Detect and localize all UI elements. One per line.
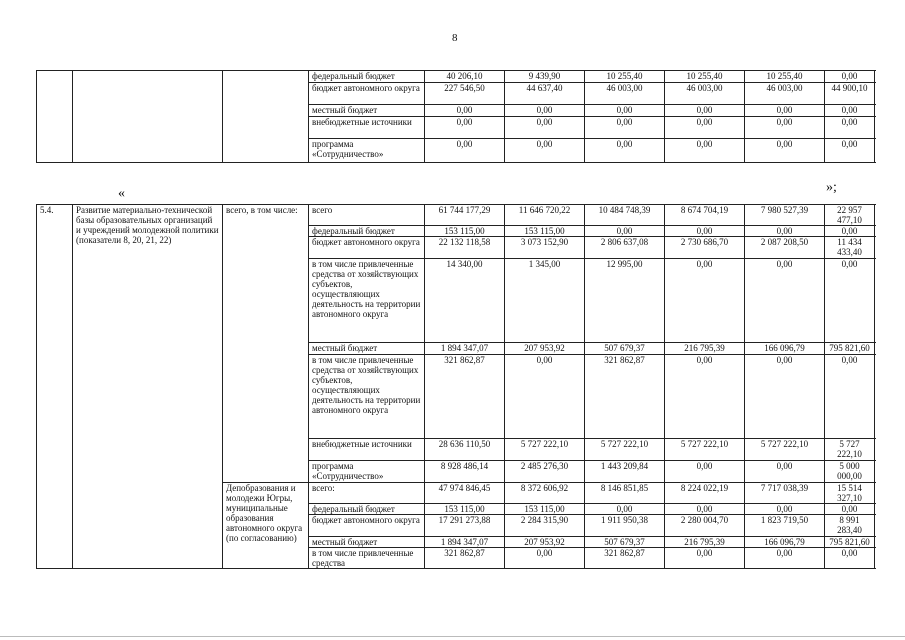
amount-cell: 1 894 347,07 bbox=[425, 343, 505, 355]
amount-cell: 0,00 bbox=[745, 226, 825, 237]
item-number-cell: 5.4. bbox=[37, 205, 73, 569]
amount-cell: 207 953,92 bbox=[505, 343, 585, 355]
source-label-cell: внебюджетные источники bbox=[309, 439, 425, 461]
amount-cell: 0,00 bbox=[505, 355, 585, 439]
amount-cell: 0,00 bbox=[745, 259, 825, 343]
amount-cell: 0,00 bbox=[745, 355, 825, 439]
source-label-cell: федеральный бюджет bbox=[309, 226, 425, 237]
amount-cell: 0,00 bbox=[745, 548, 825, 569]
table-row bbox=[37, 71, 875, 83]
amount-cell: 10 255,40 bbox=[585, 71, 665, 83]
amount-cell: 1 894 347,07 bbox=[425, 537, 505, 548]
amount-cell: 0,00 bbox=[665, 461, 745, 483]
amount-cell: 0,00 bbox=[745, 504, 825, 515]
amount-cell: 46 003,00 bbox=[745, 83, 825, 105]
amount-cell: 2 087 208,50 bbox=[745, 237, 825, 259]
amount-cell: 216 795,39 bbox=[665, 343, 745, 355]
amount-cell: 44 900,10 bbox=[825, 83, 875, 105]
amount-cell: 216 795,39 bbox=[665, 537, 745, 548]
amount-cell: 3 073 152,90 bbox=[505, 237, 585, 259]
amount-cell: 207 953,92 bbox=[505, 537, 585, 548]
amount-cell: 0,00 bbox=[825, 139, 875, 163]
amount-cell: 0,00 bbox=[825, 259, 875, 343]
amount-cell: 46 003,00 bbox=[585, 83, 665, 105]
amount-cell: 0,00 bbox=[745, 139, 825, 163]
amount-cell: 0,00 bbox=[585, 504, 665, 515]
amount-cell: 0,00 bbox=[745, 105, 825, 117]
amount-cell: 0,00 bbox=[505, 548, 585, 569]
amount-cell: 28 636 110,50 bbox=[425, 439, 505, 461]
amount-cell: 11 434 433,40 bbox=[825, 237, 875, 259]
scan-edge-line bbox=[0, 636, 905, 637]
executor-cell: всего, в том числе: bbox=[223, 205, 309, 483]
amount-cell: 0,00 bbox=[825, 548, 875, 569]
amount-cell: 0,00 bbox=[825, 355, 875, 439]
source-label-cell: внебюджетные источники bbox=[309, 117, 425, 139]
source-label-cell: местный бюджет bbox=[309, 105, 425, 117]
amount-cell: 0,00 bbox=[825, 226, 875, 237]
opening-quote: « bbox=[118, 186, 125, 201]
amount-cell: 5 727 222,10 bbox=[585, 439, 665, 461]
amount-cell: 0,00 bbox=[665, 355, 745, 439]
source-label-cell: местный бюджет bbox=[309, 537, 425, 548]
table-row bbox=[37, 205, 875, 226]
amount-cell: 0,00 bbox=[505, 105, 585, 117]
source-label-cell: в том числе привлеченные средства от хозяйствующих субъектов, осуществляющих деятельность на территории автономного округа bbox=[309, 259, 425, 343]
amount-cell: 507 679,37 bbox=[585, 343, 665, 355]
amount-cell: 5 727 222,10 bbox=[745, 439, 825, 461]
source-label-cell: бюджет автономного округа bbox=[309, 237, 425, 259]
source-label-cell: в том числе привлеченные средства от хозяйствующих субъектов, осуществляющих деятельность на территории автономного округа bbox=[309, 355, 425, 439]
amount-cell: 2 806 637,08 bbox=[585, 237, 665, 259]
amount-cell: 12 995,00 bbox=[585, 259, 665, 343]
amount-cell: 44 637,40 bbox=[505, 83, 585, 105]
amount-cell: 0,00 bbox=[505, 139, 585, 163]
amount-cell: 0,00 bbox=[665, 504, 745, 515]
amount-cell: 0,00 bbox=[825, 117, 875, 139]
amount-cell: 5 000 000,00 bbox=[825, 461, 875, 483]
source-label-cell: всего: bbox=[309, 483, 425, 504]
amount-cell: 15 514 327,10 bbox=[825, 483, 875, 504]
amount-cell: 0,00 bbox=[825, 105, 875, 117]
amount-cell: 61 744 177,29 bbox=[425, 205, 505, 226]
amount-cell: 0,00 bbox=[585, 105, 665, 117]
amount-cell: 7 980 527,39 bbox=[745, 205, 825, 226]
item-name-cell: Развитие материально-технической базы образовательных организаций и учреждений молодежной политики (показатели 8, 20, 21, 22) bbox=[73, 205, 223, 569]
row-executor-cell bbox=[223, 71, 309, 163]
source-label-cell: программа «Сотрудничество» bbox=[309, 139, 425, 163]
amount-cell: 153 115,00 bbox=[425, 504, 505, 515]
amount-cell: 40 206,10 bbox=[425, 71, 505, 83]
amount-cell: 0,00 bbox=[825, 71, 875, 83]
budget-table-item-5-4 bbox=[36, 204, 875, 569]
row-number-cell bbox=[37, 71, 73, 163]
executor-cell: Депобразования и молодежи Югры, муниципальные образования автономного округа (по согласованию) bbox=[223, 483, 309, 569]
amount-cell: 46 003,00 bbox=[665, 83, 745, 105]
amount-cell: 17 291 273,88 bbox=[425, 515, 505, 537]
amount-cell: 321 862,87 bbox=[585, 355, 665, 439]
source-label-cell: бюджет автономного округа bbox=[309, 83, 425, 105]
row-name-cell bbox=[73, 71, 223, 163]
amount-cell: 0,00 bbox=[825, 504, 875, 515]
amount-cell: 0,00 bbox=[665, 259, 745, 343]
amount-cell: 8 146 851,85 bbox=[585, 483, 665, 504]
amount-cell: 10 255,40 bbox=[745, 71, 825, 83]
amount-cell: 10 484 748,39 bbox=[585, 205, 665, 226]
amount-cell: 1 823 719,50 bbox=[745, 515, 825, 537]
source-label-cell: бюджет автономного округа bbox=[309, 515, 425, 537]
amount-cell: 0,00 bbox=[745, 117, 825, 139]
amount-cell: 0,00 bbox=[665, 226, 745, 237]
source-label-cell: программа «Сотрудничество» bbox=[309, 461, 425, 483]
amount-cell: 507 679,37 bbox=[585, 537, 665, 548]
amount-cell: 0,00 bbox=[425, 105, 505, 117]
amount-cell: 166 096,79 bbox=[745, 537, 825, 548]
amount-cell: 7 717 038,39 bbox=[745, 483, 825, 504]
amount-cell: 47 974 846,45 bbox=[425, 483, 505, 504]
amount-cell: 10 255,40 bbox=[665, 71, 745, 83]
amount-cell: 795 821,60 bbox=[825, 537, 875, 548]
source-label-cell: местный бюджет bbox=[309, 343, 425, 355]
amount-cell: 1 911 950,38 bbox=[585, 515, 665, 537]
amount-cell: 11 646 720,22 bbox=[505, 205, 585, 226]
amount-cell: 8 372 606,92 bbox=[505, 483, 585, 504]
amount-cell: 0,00 bbox=[505, 117, 585, 139]
amount-cell: 0,00 bbox=[585, 139, 665, 163]
amount-cell: 8 674 704,19 bbox=[665, 205, 745, 226]
amount-cell: 0,00 bbox=[585, 117, 665, 139]
amount-cell: 2 730 686,70 bbox=[665, 237, 745, 259]
amount-cell: 8 224 022,19 bbox=[665, 483, 745, 504]
amount-cell: 5 727 222,10 bbox=[825, 439, 875, 461]
amount-cell: 9 439,90 bbox=[505, 71, 585, 83]
amount-cell: 14 340,00 bbox=[425, 259, 505, 343]
amount-cell: 2 284 315,90 bbox=[505, 515, 585, 537]
amount-cell: 8 991 283,40 bbox=[825, 515, 875, 537]
source-label-cell: в том числе привлеченные средства bbox=[309, 548, 425, 569]
source-label-cell: федеральный бюджет bbox=[309, 71, 425, 83]
budget-table-continued bbox=[36, 70, 875, 163]
amount-cell: 0,00 bbox=[665, 139, 745, 163]
amount-cell: 0,00 bbox=[585, 226, 665, 237]
source-label-cell: всего bbox=[309, 205, 425, 226]
amount-cell: 321 862,87 bbox=[425, 548, 505, 569]
amount-cell: 153 115,00 bbox=[425, 226, 505, 237]
amount-cell: 1 443 209,84 bbox=[585, 461, 665, 483]
amount-cell: 321 862,87 bbox=[425, 355, 505, 439]
amount-cell: 8 928 486,14 bbox=[425, 461, 505, 483]
amount-cell: 153 115,00 bbox=[505, 504, 585, 515]
closing-quote: »; bbox=[826, 180, 837, 195]
amount-cell: 22 957 477,10 bbox=[825, 205, 875, 226]
amount-cell: 2 485 276,30 bbox=[505, 461, 585, 483]
amount-cell: 1 345,00 bbox=[505, 259, 585, 343]
amount-cell: 0,00 bbox=[665, 105, 745, 117]
source-label-cell: федеральный бюджет bbox=[309, 504, 425, 515]
amount-cell: 5 727 222,10 bbox=[665, 439, 745, 461]
amount-cell: 166 096,79 bbox=[745, 343, 825, 355]
amount-cell: 0,00 bbox=[745, 461, 825, 483]
amount-cell: 0,00 bbox=[665, 548, 745, 569]
amount-cell: 0,00 bbox=[665, 117, 745, 139]
amount-cell: 227 546,50 bbox=[425, 83, 505, 105]
page-number: 8 bbox=[452, 32, 458, 44]
amount-cell: 22 132 118,58 bbox=[425, 237, 505, 259]
amount-cell: 2 280 004,70 bbox=[665, 515, 745, 537]
amount-cell: 153 115,00 bbox=[505, 226, 585, 237]
amount-cell: 795 821,60 bbox=[825, 343, 875, 355]
amount-cell: 5 727 222,10 bbox=[505, 439, 585, 461]
amount-cell: 0,00 bbox=[425, 117, 505, 139]
amount-cell: 321 862,87 bbox=[585, 548, 665, 569]
amount-cell: 0,00 bbox=[425, 139, 505, 163]
